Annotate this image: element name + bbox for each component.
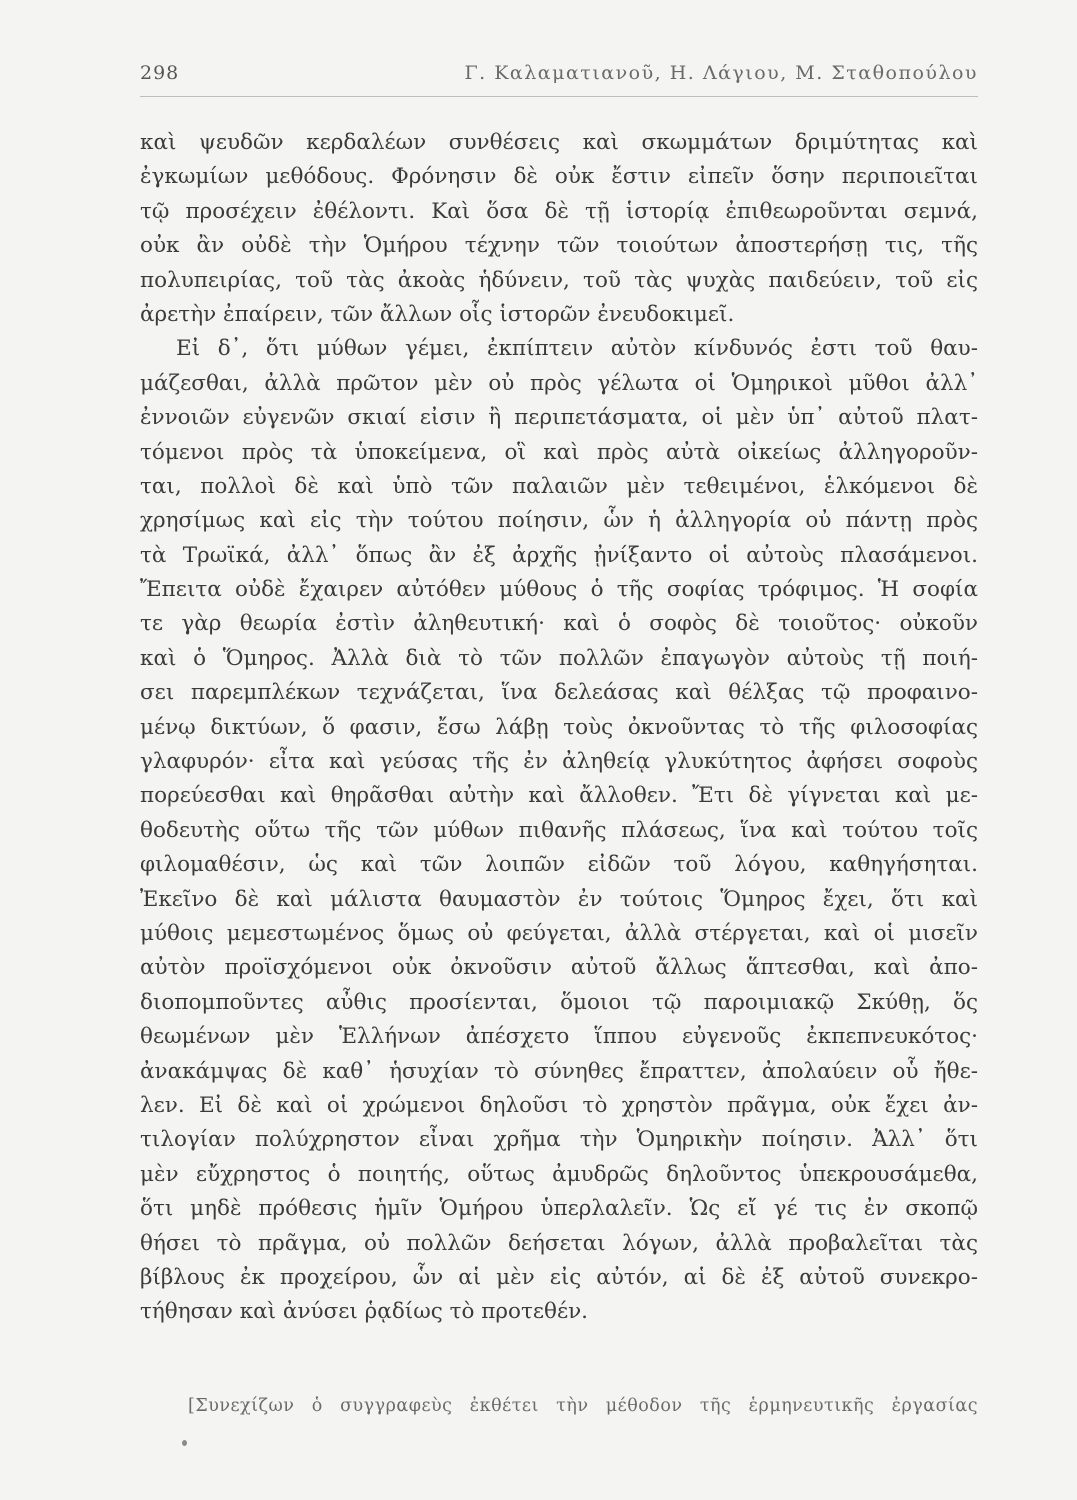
text-line: τιλογίαν πολύχρηστον εἶναι χρῆμα τὴν Ὁμηρικὴν ποίησιν. Ἀλλ᾽ ὅτι: [140, 1127, 978, 1153]
text-line: χρησίμως καὶ εἰς τὴν τούτου ποίησιν, ὧν ἡ ἀλληγορία οὐ πάντῃ πρὸς: [140, 508, 978, 534]
text-line: Ἐκεῖνο δὲ καὶ μάλιστα θαυμαστὸν ἐν τούτοις Ὅμηρος ἔχει, ὅτι καὶ: [140, 886, 978, 912]
text-line: καὶ ὁ Ὅμηρος. Ἀλλὰ διὰ τὸ τῶν πολλῶν ἐπαγωγὸν αὐτοὺς τῇ ποιή-: [140, 645, 978, 671]
editorial-note: [Συνεχίζων ὁ συγγραφεὺς ἐκθέτει τὴν μέθοδον τῆς ἑρμηνευτικῆς ἐργασίας: [188, 1396, 978, 1416]
text-line: θήσει τὸ πρᾶγμα, οὐ πολλῶν δεήσεται λόγων, ἀλλὰ προβαλεῖται τὰς: [140, 1230, 978, 1256]
text-line: τήθησαν καὶ ἀνύσει ῥᾳδίως τὸ προτεθέν.: [140, 1299, 589, 1325]
text-line: αὐτὸν προϊσχόμενοι οὐκ ὀκνοῦσιν αὐτοῦ ἄλλως ἅπτεσθαι, καὶ ἀπο-: [140, 955, 978, 981]
text-line: μένῳ δικτύων, ὅ φασιν, ἔσω λάβῃ τοὺς ὀκνοῦντας τὸ τῆς φιλοσοφίας: [140, 714, 978, 740]
text-line: τε γὰρ θεωρία ἐστὶν ἀληθευτική· καὶ ὁ σοφὸς δὲ τοιοῦτος· οὐκοῦν: [140, 611, 978, 637]
text-line: Εἰ δ᾽, ὅτι μύθων γέμει, ἐκπίπτειν αὐτὸν κίνδυνός ἐστι τοῦ θαυ-: [176, 336, 978, 362]
text-line: θεωμένων μὲν Ἑλλήνων ἀπέσχετο ἵππου εὐγενοῦς ἐκπεπνευκότος·: [140, 1024, 978, 1050]
text-line: τὰ Τρωϊκά, ἀλλ᾽ ὅπως ἂν ἐξ ἀρχῆς ᾐνίξαντο οἱ αὐτοὺς πλασάμενοι.: [140, 542, 978, 568]
text-line: μύθοις μεμεστωμένος ὅμως οὐ φεύγεται, ἀλλὰ στέργεται, καὶ οἱ μισεῖν: [140, 920, 978, 946]
text-line: πορεύεσθαι καὶ θηρᾶσθαι αὐτὴν καὶ ἄλλοθεν. Ἔτι δὲ γίγνεται καὶ με-: [140, 783, 978, 809]
text-line: ἀρετὴν ἐπαίρειν, τῶν ἄλλων οἷς ἱστορῶν ἐνευδοκιμεῖ.: [140, 301, 735, 327]
text-line: διοπομποῦντες αὖθις προσίενται, ὅμοιοι τῷ παροιμιακῷ Σκύθῃ, ὅς: [140, 989, 978, 1015]
text-line: ὅτι μηδὲ πρόθεσις ἡμῖν Ὁμήρου ὑπερλαλεῖν. Ὡς εἴ γέ τις ἐν σκοπῷ: [140, 1196, 978, 1222]
text-line: ται, πολλοὶ δὲ καὶ ὑπὸ τῶν παλαιῶν μὲν τεθειμένοι, ἑλκόμενοι δὲ: [140, 473, 978, 499]
text-line: ἐγκωμίων μεθόδους. Φρόνησιν δὲ οὐκ ἔστιν εἰπεῖν ὅσην περιποιεῖται: [140, 164, 978, 190]
text-line: μὲν εὔχρηστος ὁ ποιητής, οὕτως ἀμυδρῶς δηλοῦντος ὑπεκρουσάμεθα,: [140, 1161, 978, 1187]
text-line: λεν. Εἰ δὲ καὶ οἱ χρώμενοι δηλοῦσι τὸ χρηστὸν πρᾶγμα, οὐκ ἔχει ἀν-: [140, 1092, 978, 1118]
page-header: [140, 62, 978, 92]
text-line: φιλομαθέσιν, ὡς καὶ τῶν λοιπῶν εἰδῶν τοῦ λόγου, καθηγήσηται.: [140, 852, 978, 878]
header-rule: [140, 96, 978, 97]
page-number: 298: [140, 62, 180, 84]
text-line: βίβλους ἐκ προχείρου, ὧν αἱ μὲν εἰς αὐτόν, αἱ δὲ ἐξ αὐτοῦ συνεκρο-: [140, 1264, 978, 1290]
text-line: πολυπειρίας, τοῦ τὰς ἀκοὰς ἡδύνειν, τοῦ τὰς ψυχὰς παιδεύειν, τοῦ εἰς: [140, 267, 978, 293]
print-speck: [182, 1440, 187, 1446]
text-line: ἀνακάμψας δὲ καθ᾽ ἡσυχίαν τὸ σύνηθες ἔπραττεν, ἀπολαύειν οὗ ἤθε-: [140, 1058, 978, 1084]
text-line: ἐννοιῶν εὐγενῶν σκιαί εἰσιν ἢ περιπετάσματα, οἱ μὲν ὑπ᾽ αὐτοῦ πλατ-: [140, 405, 978, 431]
text-line: οὐκ ἂν οὐδὲ τὴν Ὁμήρου τέχνην τῶν τοιούτων ἀποστερήσῃ τις, τῆς: [140, 233, 978, 259]
text-line: θοδευτὴς οὕτω τῆς τῶν μύθων πιθανῆς πλάσεως, ἵνα καὶ τούτου τοῖς: [140, 817, 978, 843]
text-line: Ἔπειτα οὐδὲ ἔχαιρεν αὐτόθεν μύθους ὁ τῆς σοφίας τρόφιμος. Ἡ σοφία: [140, 577, 978, 603]
body-text: [140, 126, 978, 1330]
text-line: τῷ προσέχειν ἐθέλοντι. Καὶ ὅσα δὲ τῇ ἱστορίᾳ ἐπιθεωροῦνται σεμνά,: [140, 198, 978, 224]
text-line: μάζεσθαι, ἀλλὰ πρῶτον μὲν οὐ πρὸς γέλωτα οἱ Ὁμηρικοὶ μῦθοι ἀλλ᾽: [140, 370, 978, 396]
text-line: καὶ ψευδῶν κερδαλέων συνθέσεις καὶ σκωμμάτων δριμύτητας καὶ: [140, 130, 978, 155]
text-line: σει παρεμπλέκων τεχνάζεται, ἵνα δελεάσας καὶ θέλξας τῷ προφαινο-: [140, 680, 978, 706]
text-line: τόμενοι πρὸς τὰ ὑποκείμενα, οἳ καὶ πρὸς αὐτὰ οἰκείως ἀλληγοροῦν-: [140, 439, 978, 465]
text-line: γλαφυρόν· εἶτα καὶ γεύσας τῆς ἐν ἀληθείᾳ γλυκύτητος ἀφήσει σοφοὺς: [140, 749, 978, 775]
running-head: Γ. Καλαματιανοῦ, Η. Λάγιου, Μ. Σταθοπούλου: [464, 62, 978, 84]
